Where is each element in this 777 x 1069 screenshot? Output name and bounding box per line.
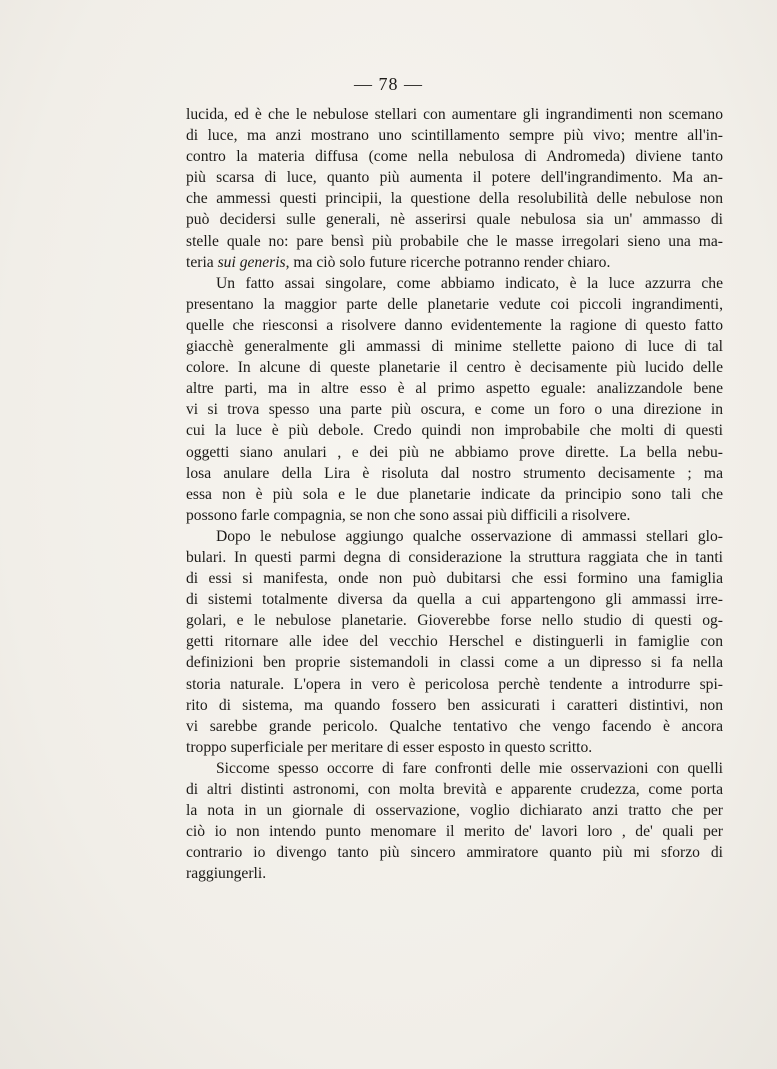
text-line: storia naturale. L'opera in vero è pericolosa perchè tendente a introdurre spi- — [186, 675, 723, 693]
text-line: che ammessi questi principii, la questione della resolubilità delle nebulose non — [186, 190, 723, 208]
text-line: raggiungerli. — [186, 865, 267, 883]
text-line: possono farle compagnia, se non che sono assai più difficili a risolvere. — [186, 506, 631, 524]
text-fragment: , ma ciò solo future ricerche potranno render chiaro. — [285, 253, 611, 271]
paragraph-comparisons — [186, 758, 723, 885]
text-line: bulari. In questi parmi degna di considerazione la struttura raggiata che in tanti — [186, 548, 723, 566]
paragraph-globular-clusters — [186, 526, 723, 758]
text-line: getti ritornare alle idee del vecchio Herschel e distinguerli in famiglie con — [186, 633, 723, 651]
text-line: Dopo le nebulose aggiungo qualche osservazione di ammassi stellari glo- — [216, 527, 723, 545]
text-line — [186, 252, 723, 273]
text-line: di altri distinti astronomi, con molta brevità e apparente crudezza, come porta — [186, 781, 723, 798]
text-line: troppo superficiale per meritare di esser esposto in questo scritto. — [186, 738, 593, 756]
text-line: colore. In alcune di queste planetarie il centro è decisamente più lucido delle — [186, 359, 723, 377]
text-line: quelle che riesconsi a risolvere danno evidentemente la ragione di questo fatto — [186, 316, 723, 334]
text-line: di essi si manifesta, onde non può dubitarsi che essi formino una famiglia — [186, 570, 723, 588]
text-fragment: teria — [186, 253, 218, 271]
text-line: di sistemi totalmente diversa da quella a cui appartengono gli ammassi irre- — [186, 591, 723, 609]
text-line: losa anulare della Lira è risoluta dal nostro strumento decisamente ; ma — [186, 464, 723, 482]
text-line: più scarsa di luce, quanto più aumenta il potere dell'ingrandimento. Ma an- — [186, 169, 723, 187]
text-line: definizioni ben proprie sistemandoli in classi come a un dipresso si fa nella — [186, 654, 723, 672]
text-line: Siccome spesso occorre di fare confronti delle mie osservazioni con quelli — [216, 759, 723, 777]
text-line: golari, e le nebulose planetarie. Gioverebbe forse nello studio di questi og- — [186, 612, 723, 630]
text-line: essa non è più sola e le due planetarie indicate da principio sono tali che — [186, 485, 723, 503]
text-line: di luce, ma anzi mostrano uno scintillamento sempre più vivo; mentre all'in- — [186, 127, 723, 145]
text-line: lucida, ed è che le nebulose stellari con aumentare gli ingrandimenti non scemano — [186, 106, 723, 123]
text-line: Un fatto assai singolare, come abbiamo indicato, è la luce azzurra che — [216, 274, 723, 292]
italic-term: sui generis — [217, 253, 286, 271]
text-line: oggetti siano anulari , e dei più ne abbiamo prove dirette. La bella nebu- — [186, 443, 723, 461]
paragraph-nebulae-luminosity — [186, 104, 723, 273]
text-line: giacchè generalmente gli ammassi di minime stellette paiono di luce di tal — [186, 338, 723, 356]
body-text — [186, 104, 723, 884]
text-line: cui la luce è più debole. Credo quindi non improbabile che molti di questi — [186, 422, 723, 440]
page-number: — 78 — — [354, 74, 423, 94]
text-line: ciò io non intendo punto menomare il merito de' lavori loro , de' quali per — [186, 823, 723, 841]
text-line: altre parti, ma in altre esso è al primo aspetto eguale: analizzandole bene — [186, 380, 723, 398]
text-line: può decidersi sulle generali, nè asserirsi quale nebulosa sia un' ammasso di — [186, 211, 723, 229]
text-line: rito di sistema, ma quando fossero ben assicurati i caratteri distintivi, non — [186, 696, 723, 714]
text-line: la nota in un giornale di osservazione, voglio dichiarato anzi tratto che per — [186, 802, 723, 820]
text-line: presentano la maggior parte delle planetarie vedute coi piccoli ingrandimenti, — [186, 295, 723, 313]
text-line: contro la materia diffusa (come nella nebulosa di Andromeda) diviene tanto — [186, 148, 723, 166]
text-line: stelle quale no: pare bensì più probabile che le masse irregolari sieno una ma- — [186, 232, 723, 250]
text-line: vi si trova spesso una parte più oscura, e come un foro o una direzione in — [186, 401, 723, 419]
text-line: vi sarebbe grande pericolo. Qualche tentativo che vengo facendo è ancora — [186, 717, 723, 735]
paragraph-blue-light — [186, 273, 723, 526]
text-line: contrario io divengo tanto più sincero ammiratore quanto più mi sforzo di — [186, 844, 723, 862]
